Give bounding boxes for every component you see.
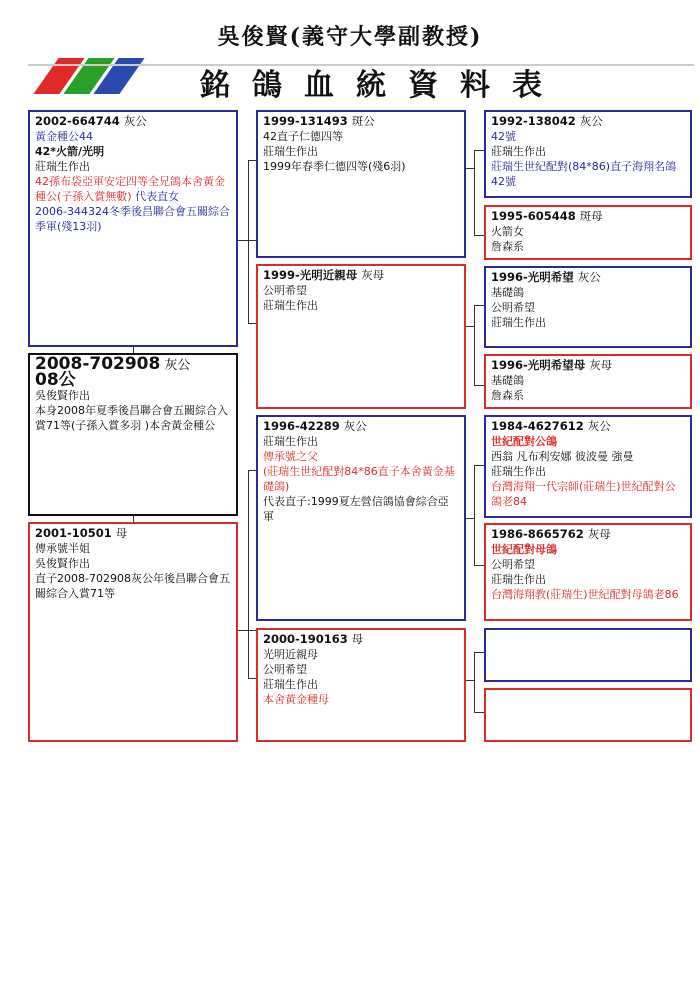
sire-sire-ring: 1999-131493 bbox=[263, 114, 348, 128]
dss-ring: 1984-4627612 bbox=[491, 419, 584, 433]
sdd-ring: 1996-光明希望母 bbox=[491, 358, 586, 372]
dam-ring: 2001-10501 bbox=[35, 526, 112, 540]
sss-header bbox=[491, 114, 685, 129]
sire-line-blue: 代表直女 bbox=[131, 190, 180, 203]
dam-sire-sex: 灰公 bbox=[343, 419, 367, 433]
sire-sex: 灰公 bbox=[123, 114, 147, 128]
sds-sex: 灰公 bbox=[577, 270, 601, 284]
sss-line: 42號 bbox=[491, 130, 516, 143]
sire-sire-line: 莊瑞生作出 bbox=[263, 145, 318, 158]
document-title: 銘鴿血統資料表 bbox=[200, 68, 564, 103]
connector-line bbox=[474, 652, 475, 712]
sire-line: 42*火箭/光明 bbox=[35, 145, 105, 158]
sire-card bbox=[28, 110, 238, 347]
dam-dam-line: 光明近親母 bbox=[263, 648, 318, 661]
sire-line: 黃金種公44 bbox=[35, 130, 93, 143]
sds-line: 莊瑞生作出 bbox=[491, 316, 546, 329]
connector-line bbox=[466, 326, 474, 327]
dsd-line: 公明希望 bbox=[491, 558, 535, 571]
ssd-card bbox=[484, 205, 692, 260]
connector-line bbox=[474, 150, 484, 151]
dss-line: 世紀配對公鴿 bbox=[491, 435, 557, 448]
sss-ring: 1992-138042 bbox=[491, 114, 576, 128]
sire-line: 莊瑞生作出 bbox=[35, 160, 90, 173]
connector-line bbox=[466, 168, 474, 169]
dam-card bbox=[28, 522, 238, 742]
dss-header bbox=[491, 419, 685, 434]
sdd-header bbox=[491, 358, 685, 373]
connector-line bbox=[474, 465, 475, 565]
dsd-line: 台灣海翔教(莊瑞生)世紀配對母鴿老86 bbox=[491, 588, 679, 601]
dam-dam-header bbox=[263, 632, 459, 647]
sds-line: 公明希望 bbox=[491, 301, 535, 314]
dds-card-empty bbox=[484, 628, 692, 682]
subject-notes: 本身2008年夏季後昌聯合會五關綜合入賞71等(子孫入賞多羽 )本舍黃金種公 bbox=[35, 404, 228, 432]
sire-header bbox=[35, 114, 231, 129]
dam-dam-card bbox=[256, 628, 466, 742]
connector-line bbox=[466, 680, 474, 681]
subject-card bbox=[28, 353, 238, 516]
dsd-header bbox=[491, 527, 685, 542]
sss-line: 莊瑞生作出 bbox=[491, 145, 546, 158]
sire-sire-sex: 斑公 bbox=[351, 114, 375, 128]
dsd-line: 莊瑞生作出 bbox=[491, 573, 546, 586]
sire-line bbox=[35, 174, 231, 204]
dam-dam-line: 本舍黃金種母 bbox=[263, 693, 329, 706]
dsd-sex: 灰母 bbox=[587, 527, 611, 541]
sire-dam-card bbox=[256, 264, 466, 409]
sire-ring: 2002-664744 bbox=[35, 114, 120, 128]
dam-line: 直子2008-702908灰公年後昌聯合會五關綜合入賞71等 bbox=[35, 572, 230, 600]
dam-sire-header bbox=[263, 419, 459, 434]
sire-sire-card bbox=[256, 110, 466, 258]
connector-line bbox=[474, 235, 484, 236]
connector-line bbox=[248, 470, 249, 678]
sire-sire-line: 1999年春季仁德四等(殘6羽) bbox=[263, 160, 406, 173]
dss-line: 西翁 凡布利安娜 彼波曼 強曼 bbox=[491, 450, 634, 463]
dam-header bbox=[35, 526, 231, 541]
sds-card bbox=[484, 266, 692, 348]
sire-sire-line: 42直子仁德四等 bbox=[263, 130, 343, 143]
dam-line: 吳俊賢作出 bbox=[35, 557, 90, 570]
ssd-header bbox=[491, 209, 685, 224]
sire-line-red: 42孫布袋亞軍安定四等全兄鴿本舍黃金種公(子孫入賞無數) bbox=[35, 175, 225, 203]
dam-line: 傳承號半姐 bbox=[35, 542, 90, 555]
subject-ring: 2008-702908 bbox=[35, 354, 161, 374]
connector-line bbox=[474, 385, 484, 386]
ssd-ring: 1995-605448 bbox=[491, 209, 576, 223]
connector-line bbox=[474, 652, 484, 653]
sire-dam-line: 公明希望 bbox=[263, 284, 307, 297]
ssd-line: 詹森系 bbox=[491, 240, 524, 253]
connector-line bbox=[474, 305, 484, 306]
sire-dam-header bbox=[263, 268, 459, 283]
sire-line: 2006-344324冬季後昌聯合會五關綜合季軍(殘13羽) bbox=[35, 205, 230, 233]
ddd-card-empty bbox=[484, 688, 692, 742]
dss-card bbox=[484, 415, 692, 518]
dss-line: 台灣海翔一代宗師(莊瑞生)世紀配對公鴿老84 bbox=[491, 480, 676, 508]
subject-name: 08公 bbox=[35, 370, 76, 390]
connector-line bbox=[248, 160, 249, 324]
sds-header bbox=[491, 270, 685, 285]
sds-line: 基礎鴿 bbox=[491, 286, 524, 299]
dss-line: 莊瑞生作出 bbox=[491, 465, 546, 478]
sds-ring: 1996-光明希望 bbox=[491, 270, 574, 284]
sss-line: 莊瑞生世紀配對(84*86)直子海翔名鴿42號 bbox=[491, 160, 677, 188]
ssd-line: 火箭女 bbox=[491, 225, 524, 238]
subject-breeder: 吳俊賢作出 bbox=[35, 389, 90, 402]
sss-card bbox=[484, 110, 692, 198]
connector-line bbox=[238, 240, 256, 241]
dam-dam-line: 公明希望 bbox=[263, 663, 307, 676]
sire-sire-header bbox=[263, 114, 459, 129]
ssd-sex: 斑母 bbox=[579, 209, 603, 223]
dam-sire-card bbox=[256, 415, 466, 621]
connector-line bbox=[466, 518, 474, 519]
connector-line bbox=[238, 630, 256, 631]
sdd-line: 詹森系 bbox=[491, 389, 524, 402]
dam-sire-line: 莊瑞生作出 bbox=[263, 435, 318, 448]
dsd-card bbox=[484, 523, 692, 621]
sdd-sex: 灰母 bbox=[589, 358, 613, 372]
connector-line bbox=[474, 465, 484, 466]
connector-line bbox=[474, 712, 484, 713]
sire-dam-line: 莊瑞生作出 bbox=[263, 299, 318, 312]
sire-dam-ring: 1999-光明近親母 bbox=[263, 268, 358, 282]
subject-sex: 灰公 bbox=[164, 358, 191, 373]
sdd-line: 基礎鴿 bbox=[491, 374, 524, 387]
sdd-card bbox=[484, 354, 692, 409]
dam-sire-ring: 1996-42289 bbox=[263, 419, 340, 433]
dam-sire-line: 代表直子:1999夏左營信鴿協會綜合亞軍 bbox=[263, 495, 449, 523]
dam-dam-line: 莊瑞生作出 bbox=[263, 678, 318, 691]
connector-line bbox=[474, 305, 475, 385]
dsd-ring: 1986-8665762 bbox=[491, 527, 584, 541]
sire-dam-sex: 灰母 bbox=[361, 268, 385, 282]
connector-line bbox=[474, 150, 475, 235]
dam-dam-ring: 2000-190163 bbox=[263, 632, 348, 646]
document-owner: 吳俊賢(義守大學副教授) bbox=[217, 24, 483, 50]
dam-sire-line: 傳承號之父 bbox=[263, 450, 318, 463]
dam-dam-sex: 母 bbox=[351, 632, 364, 646]
dsd-line: 世紀配對母鴿 bbox=[491, 543, 557, 556]
dss-sex: 灰公 bbox=[587, 419, 611, 433]
connector-line bbox=[474, 565, 484, 566]
sss-sex: 灰公 bbox=[579, 114, 603, 128]
dam-sire-line: (莊瑞生世紀配對84*86直子本舍黃金基礎鴿) bbox=[263, 465, 455, 493]
dam-sex: 母 bbox=[115, 526, 128, 540]
